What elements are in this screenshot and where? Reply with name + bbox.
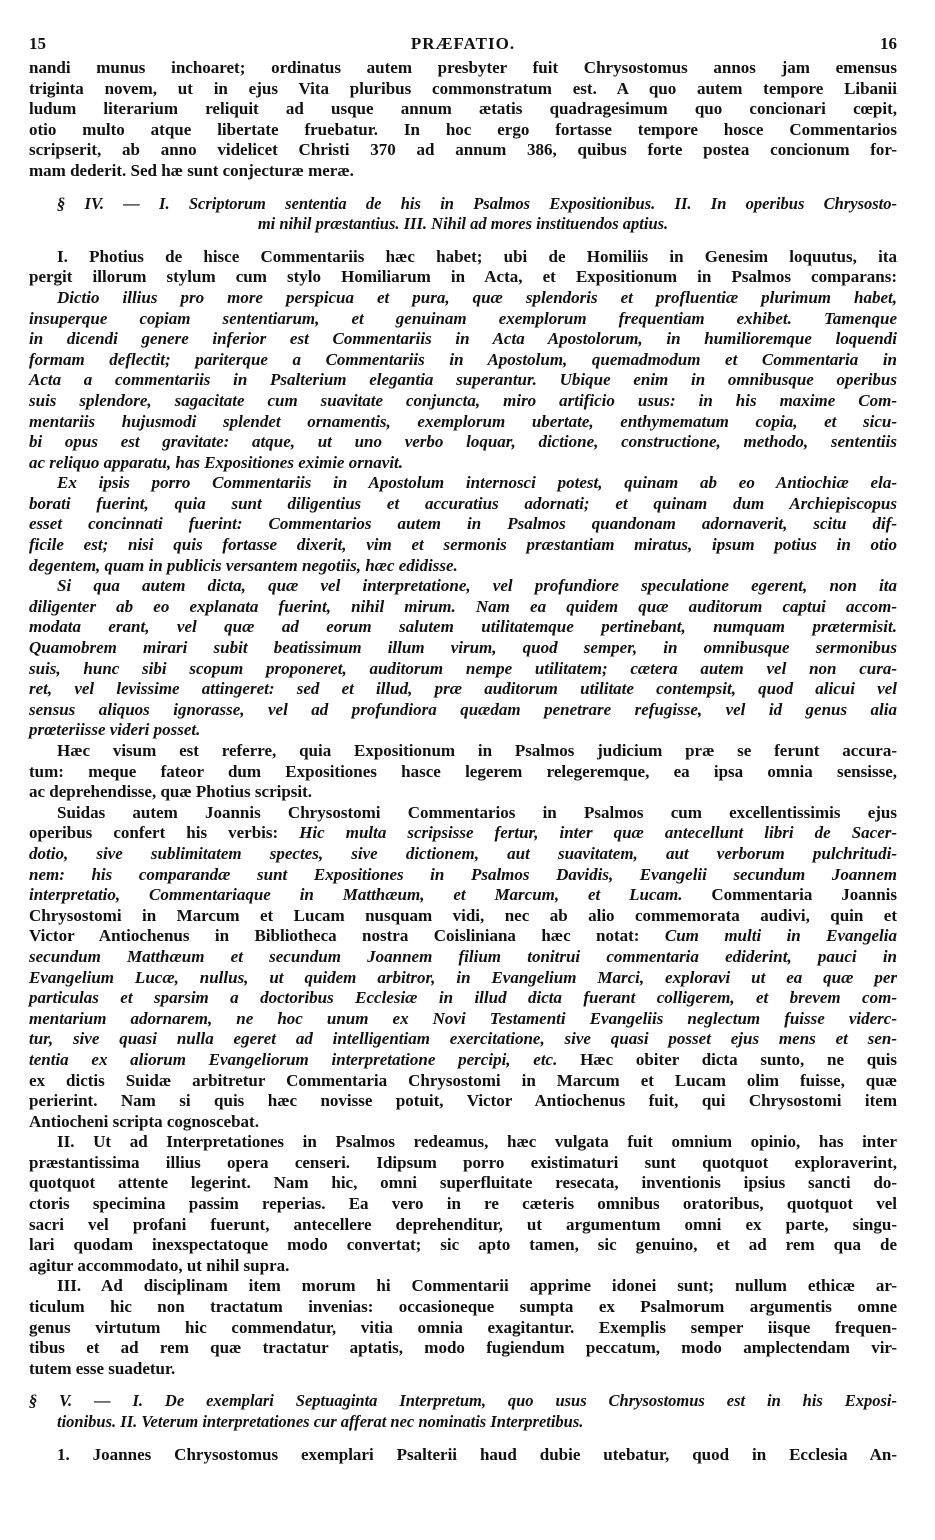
text-line: ex dictis Suidæ arbitretur Commentaria Chrysostomi in Marcum et Lucam olim fuisse, quæ: [29, 1070, 897, 1090]
text-line: triginta novem, ut in ejus Vita pluribus commonstratum est. A quo autem tempore Libanii: [29, 78, 897, 98]
text-line: tum: meque fateor dum Expositiones hasce legerem relegeremque, ea ipsa omnia sensisse,: [29, 761, 897, 781]
quote-line: modata erant, vel quæ ad eorum salutem utilitatemque pertinebant, numquam prætermisit.: [29, 617, 897, 637]
quote-line: Evangelium Lucæ, nullus, ut quidem arbitror, in Evangelium Marci, exploravi ut ea quæ per: [29, 967, 897, 987]
paragraph-suidas: [29, 803, 897, 1133]
text-line: Hæc visum est referre, quia Expositionum in Psalmos judicium præ se ferunt accura-: [57, 741, 897, 760]
quote-line: ficile est; nisi quis fortasse dixerit, vim et sermonis præstantiam miratus, ipsum potius in otio: [29, 535, 897, 555]
text-line: tutem esse suadetur.: [29, 1358, 176, 1378]
quote-line: bi opus est gravitate: atque, ut uno verbo loquar, dictione, constructione, methodo, sententiis: [29, 432, 897, 452]
text-line: Antiocheni scripta cognoscebat.: [29, 1111, 259, 1131]
quote-line: borati fuerint, quia sunt diligentius et accuratius adornati; et quinam dum Archiepiscopus: [29, 493, 897, 513]
quote-line: in dicendi genere inferior est Commentariis in Acta Apostolorum, in humilioremque loquendi: [29, 329, 897, 349]
text-line: pergit illorum stylum cum stylo Homiliarum in Acta, et Expositionum in Psalmos comparans:: [29, 267, 897, 287]
text-run: operibus confert his verbis:: [29, 823, 279, 843]
quote-line: degentem, quam in publicis versantem negotiis, hæc edidisse.: [29, 555, 458, 575]
quote-line: esset concinnati fuerint: Commentarios autem in Psalmos quandonam adornaverit, scitu dif-: [29, 514, 897, 534]
paragraph-iii: [29, 1276, 897, 1379]
final-paragraph: [29, 1445, 897, 1466]
text-line: ludum literarium reliquit ad usque annum ætatis quadragesimum quo concionari cœpit,: [29, 99, 897, 119]
quote-run: interpretatio, Commentariaque in Matthæum, et Marcum, et Lucam.: [29, 885, 683, 905]
text-line: II. Ut ad Interpretationes in Psalmos redeamus, hæc vulgata fuit omnium opinio, has inter: [57, 1132, 897, 1152]
text-line: tibus et ad rem quæ tractatur aptatis, modo fugiendum peccatum, modo amplectendam vir-: [29, 1338, 897, 1358]
section-line: mi nihil præstantius. III. Nihil ad mores instituendos aptius.: [257, 214, 669, 234]
quote-line: mentariis hujusmodi splendet ornamentis, exemplorum ubertate, enthymematum copia, et sicu-: [29, 411, 897, 431]
quote-photius-3: [29, 576, 897, 741]
quote-line: ac reliquo apparatu, has Expositiones eximie ornavit.: [29, 452, 404, 472]
text-line: lari quodam inexspectatoque modo convertat; sic apto tamen, sic genuino, et ad rem qua de: [29, 1235, 897, 1255]
paragraph-photius: [29, 247, 897, 288]
quote-line: tur, sive quasi nulla egeret ad intelligentiam exercitatione, sive quasi posset ejus mens et sen-: [29, 1029, 897, 1049]
section-line: § IV. — I. Scriptorum sententia de his in Psalmos Expositionibus. II. In operibus Chrysosto-: [57, 193, 897, 213]
quote-photius-1: [29, 288, 897, 473]
text-line: ac deprehendisse, quæ Photius scripsit.: [29, 782, 313, 802]
quote-line: insuperque copiam sententiarum, et genuinam exemplorum frequentiam exhibet. Tamenque: [29, 308, 897, 328]
text-line: ctoris specimina passim reperias. Ea vero in re cæteris omnibus oratoribus, quotquot vel: [29, 1194, 897, 1214]
quote-line: suis splendore, sagacitate cum suavitate conjuncta, miro artificio usus: in his maxime Com-: [29, 390, 897, 410]
text-line: agitur accommodato, ut nihil supra.: [29, 1255, 290, 1275]
text-line: [29, 885, 897, 906]
quote-line: diligenter ab eo explanata fuerint, nihil mirum. Nam ea quidem quæ auditorum captui accom-: [29, 596, 897, 616]
quote-line: sensus aliquos ignorasse, vel ad profundiora quædam penetrare refugisse, vel id genus alia: [29, 699, 897, 719]
paragraph-judicium: [29, 741, 897, 803]
section-line: § V. — I. De exemplari Septuaginta Interpretum, quo usus Chrysostomus est in his Exposi-: [29, 1391, 897, 1411]
text-line: I. Photius de hisce Commentariis hæc habet; ubi de Homiliis in Genesim loquutus, ita: [57, 246, 897, 266]
text-line: Suidas autem Joannis Chrysostomi Commentarios in Psalmos cum excellentissimis ejus: [57, 802, 897, 822]
quote-line: Quamobrem mirari subit beatissimum illum virum, quod semper, in omnibusque sermonibus: [29, 638, 897, 658]
text-line: Chrysostomi in Marcum et Lucam nusquam vidi, nec ab alio commemorata audivi, quin et: [29, 905, 897, 925]
quote-run: Cum multi in Evangelia: [664, 926, 897, 946]
text-run: Hæc obiter dicta sunto, ne quis: [580, 1049, 897, 1069]
text-line: ticulum hic non tractatum invenias: occasioneque sumpta ex Psalmorum argumentis omne: [29, 1297, 897, 1317]
text-line: quotquot attente legerint. Nam hic, omni superfluitate resecata, inventionis ipsius sancti do-: [29, 1173, 897, 1193]
page: [29, 28, 897, 1465]
text-line: perierint. Nam si quis hæc novisse potuit, Victor Antiochenus fuit, qui Chrysostomi item: [29, 1091, 897, 1111]
text-line: scripserit, ab anno videlicet Christi 370 ad annum 386, quibus forte postea concionum for-: [29, 140, 897, 160]
text-line: genus virtutum hic commendatur, vitia omnia exagitantur. Exemplis semper iisque frequen-: [29, 1317, 897, 1337]
quote-line: prœteriisse videri posset.: [29, 720, 201, 740]
text-line: nandi munus inchoaret; ordinatus autem presbyter fuit Chrysostomus annos jam emensus: [29, 58, 897, 77]
quote-run: Hic multa scripsisse fertur, inter quæ antecellunt libri de Sacer-: [299, 823, 898, 843]
quote-line: Si qua autem dicta, quæ vel interpretatione, vel profundiore speculatione egerent, non ita: [57, 576, 897, 596]
page-number-right: 16: [880, 34, 897, 53]
quote-line: mentarium adornarem, ne hoc unum ex Novi Testamenti Evangeliis neglectum fuisse viderc-: [29, 1008, 897, 1028]
text-line: otio multo atque libertate fruebatur. In hoc ergo fortasse tempore hosce Commentarios: [29, 119, 897, 139]
text-run: Victor Antiochenus in Bibliotheca nostra Coisliniana hæc notat:: [29, 926, 640, 946]
text-line: [29, 823, 897, 844]
quote-line: ret, vel levissime attingeret: sed et illud, præ auditorum utilitate contempsit, quod alicui vel: [29, 679, 897, 699]
paragraph-ii: [29, 1132, 897, 1276]
quote-line: nem: his comparandæ sunt Expositiones in Psalmos Davidis, Evangelii secundum Joannem: [29, 864, 897, 884]
text-line: III. Ad disciplinam item morum hi Commentarii apprime idonei sunt; nullum ethicæ ar-: [57, 1276, 897, 1296]
quote-line: suis, hunc sibi scopum proponeret, auditorum nempe utilitatem; cætera autem vel non cura-: [29, 658, 897, 678]
page-number-left: 15: [29, 34, 46, 53]
quote-line: particulas et sparsim a doctoribus Ecclesiæ in illud dicta fuerant colligerem, et brevem com-: [29, 988, 897, 1008]
text-line: sacri vel profani fuerunt, antecellere deprehenditur, ut argumentum omni ex parte, singu-: [29, 1214, 897, 1234]
text-line: præstantissima illius opera censeri. Idipsum porro existimaturi sunt quotquot exploraverint,: [29, 1152, 897, 1172]
quote-line: dotio, sive sublimitatem spectes, sive dictionem, aut suavitatem, aut verborum pulchritudi-: [29, 843, 897, 863]
intro-paragraph: [29, 58, 897, 182]
page-header: [29, 28, 897, 58]
section-heading-v: [29, 1391, 897, 1432]
quote-line: Acta a commentariis in Psalterium elegantia superantur. Ubique enim in omnibusque operibus: [29, 370, 897, 390]
section-heading-iv: [29, 194, 897, 235]
quote-line: Ex ipsis porro Commentariis in Apostolum internosci potest, quinam ab eo Antiochiæ ela-: [57, 473, 897, 493]
text-line: [29, 926, 897, 947]
quote-line: secundum Matthæum et secundum Joannem filium tonitrui commentaria ediderint, pauci in: [29, 946, 897, 966]
quote-photius-2: [29, 473, 897, 576]
quote-run: tentia ex aliorum Evangeliorum interpretatione percipi, etc.: [29, 1049, 558, 1069]
text-run: Commentaria Joannis: [711, 885, 897, 905]
text-line: [29, 1050, 897, 1071]
quote-line: formam deflectit; pariterque a Commentariis in Apostolum, quemadmodum et Commentaria in: [29, 349, 897, 369]
quote-line: Dictio illius pro more perspicua et pura, quæ splendoris et profluentiæ plurimum habet,: [57, 287, 897, 307]
text-line: 1. Joannes Chrysostomus exemplari Psalterii haud dubie utebatur, quod in Ecclesia An-: [57, 1444, 897, 1464]
section-line: tionibus. II. Veterum interpretationes cur afferat nec nominatis Interpretibus.: [57, 1412, 584, 1431]
running-title: PRÆFATIO.: [410, 34, 516, 53]
text-line: mam dederit. Sed hæ sunt conjecturæ meræ.: [29, 160, 354, 180]
